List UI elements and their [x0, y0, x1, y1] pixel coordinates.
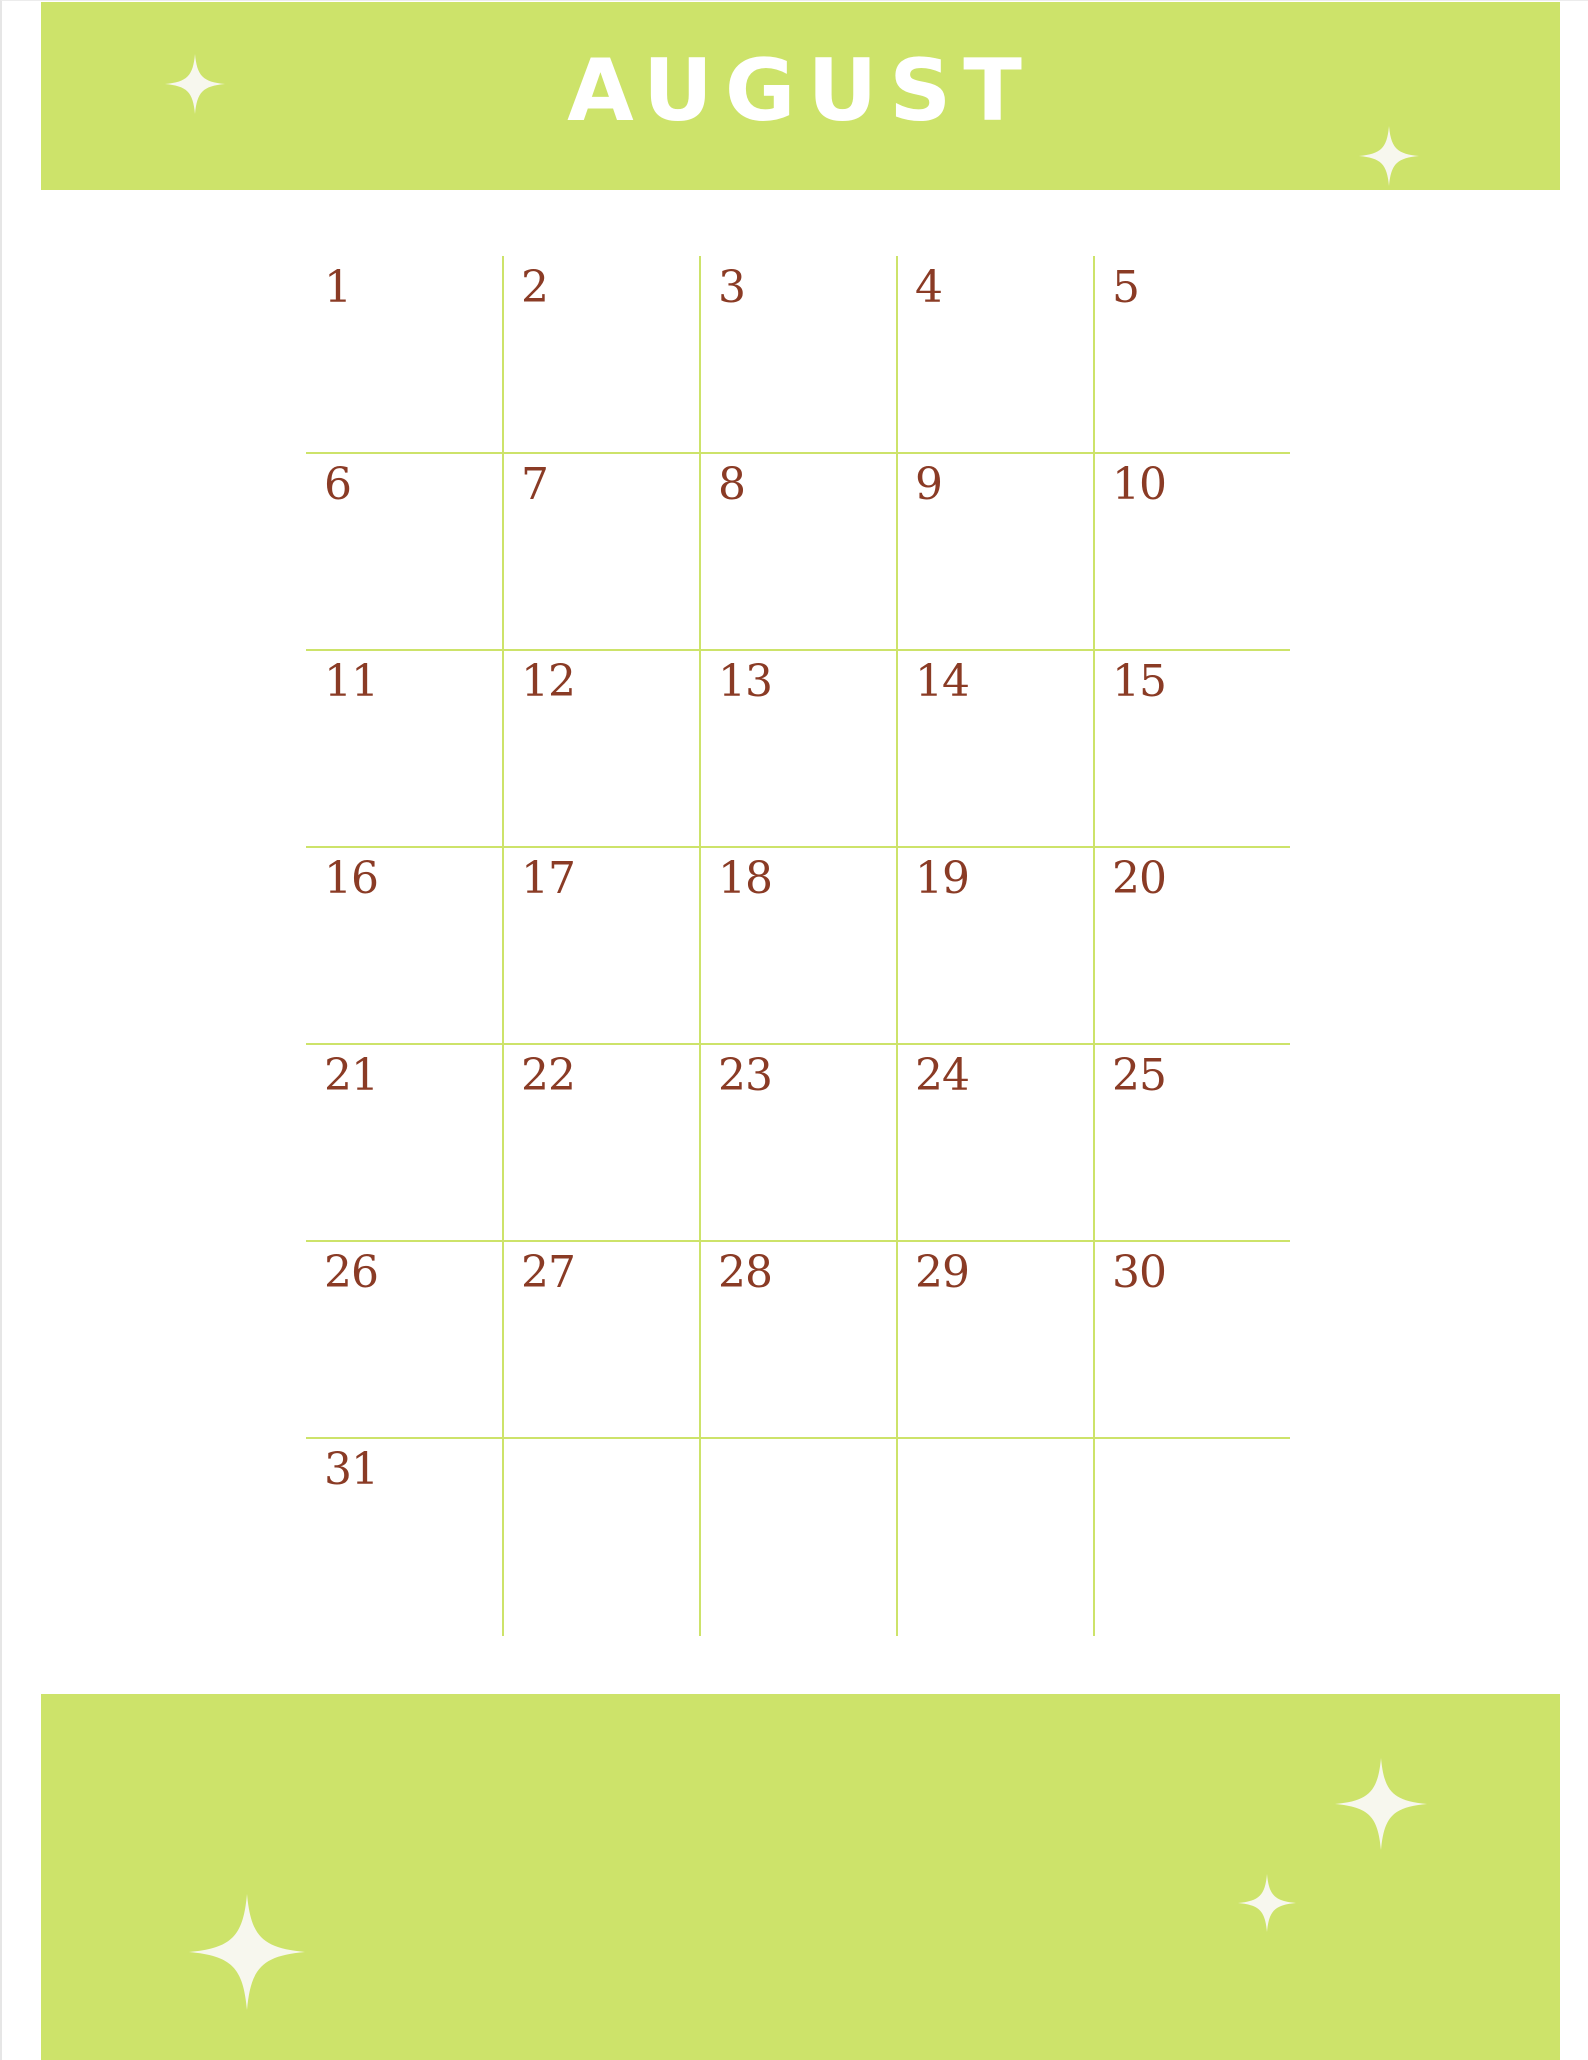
day-number: 7	[521, 459, 548, 510]
sparkle-icon	[1359, 126, 1419, 186]
day-number: 15	[1112, 656, 1166, 707]
day-number: 25	[1112, 1050, 1166, 1101]
day-cell[interactable]	[1094, 256, 1291, 453]
sparkle-icon	[1238, 1874, 1296, 1932]
day-number: 5	[1112, 262, 1139, 313]
day-cell[interactable]	[503, 650, 700, 847]
month-title: AUGUST	[567, 41, 1034, 141]
day-cell[interactable]	[700, 1044, 897, 1241]
day-cell[interactable]	[1094, 847, 1291, 1044]
day-number: 1	[324, 262, 351, 313]
empty-day-cell[interactable]	[700, 1438, 897, 1635]
day-cell[interactable]	[897, 650, 1094, 847]
day-number: 22	[521, 1050, 575, 1101]
calendar-grid	[306, 256, 1290, 1636]
day-cell[interactable]	[700, 650, 897, 847]
sparkle-icon	[165, 54, 225, 114]
day-number: 13	[718, 656, 772, 707]
sparkle-icon	[1335, 1758, 1427, 1850]
day-number: 19	[915, 853, 969, 904]
day-number: 8	[718, 459, 745, 510]
day-cell[interactable]	[897, 847, 1094, 1044]
empty-day-cell[interactable]	[897, 1438, 1094, 1635]
empty-day-cell[interactable]	[503, 1438, 700, 1635]
day-cell[interactable]	[1094, 453, 1291, 650]
day-cell[interactable]	[503, 453, 700, 650]
day-number: 2	[521, 262, 548, 313]
footer-banner	[41, 1694, 1560, 2060]
day-number: 24	[915, 1050, 969, 1101]
day-cell[interactable]	[897, 1241, 1094, 1438]
day-number: 9	[915, 459, 942, 510]
day-number: 21	[324, 1050, 378, 1101]
day-cell[interactable]	[306, 847, 503, 1044]
day-cell[interactable]	[503, 256, 700, 453]
day-cell[interactable]	[306, 453, 503, 650]
day-cell[interactable]	[700, 256, 897, 453]
empty-day-cell[interactable]	[1094, 1438, 1291, 1635]
sparkle-icon	[189, 1894, 305, 2010]
day-number: 16	[324, 853, 378, 904]
day-number: 29	[915, 1247, 969, 1298]
header-banner	[41, 2, 1560, 190]
day-cell[interactable]	[306, 1044, 503, 1241]
day-number: 10	[1112, 459, 1166, 510]
day-cell[interactable]	[700, 453, 897, 650]
day-cell[interactable]	[306, 650, 503, 847]
day-number: 26	[324, 1247, 378, 1298]
day-cell[interactable]	[306, 1241, 503, 1438]
day-cell[interactable]	[503, 1044, 700, 1241]
day-cell[interactable]	[897, 256, 1094, 453]
day-cell[interactable]	[306, 1438, 503, 1635]
day-number: 23	[718, 1050, 772, 1101]
day-cell[interactable]	[1094, 650, 1291, 847]
day-cell[interactable]	[306, 256, 503, 453]
day-cell[interactable]	[1094, 1044, 1291, 1241]
day-number: 28	[718, 1247, 772, 1298]
day-cell[interactable]	[897, 453, 1094, 650]
day-number: 20	[1112, 853, 1166, 904]
day-number: 17	[521, 853, 575, 904]
day-cell[interactable]	[503, 1241, 700, 1438]
day-number: 6	[324, 459, 351, 510]
day-number: 14	[915, 656, 969, 707]
day-number: 4	[915, 262, 942, 313]
day-number: 12	[521, 656, 575, 707]
day-cell[interactable]	[700, 847, 897, 1044]
day-number: 18	[718, 853, 772, 904]
day-number: 31	[324, 1444, 378, 1495]
day-number: 11	[324, 656, 378, 707]
day-number: 3	[718, 262, 745, 313]
day-cell[interactable]	[1094, 1241, 1291, 1438]
day-number: 27	[521, 1247, 575, 1298]
day-cell[interactable]	[700, 1241, 897, 1438]
day-cell[interactable]	[503, 847, 700, 1044]
day-cell[interactable]	[897, 1044, 1094, 1241]
day-number: 30	[1112, 1247, 1166, 1298]
